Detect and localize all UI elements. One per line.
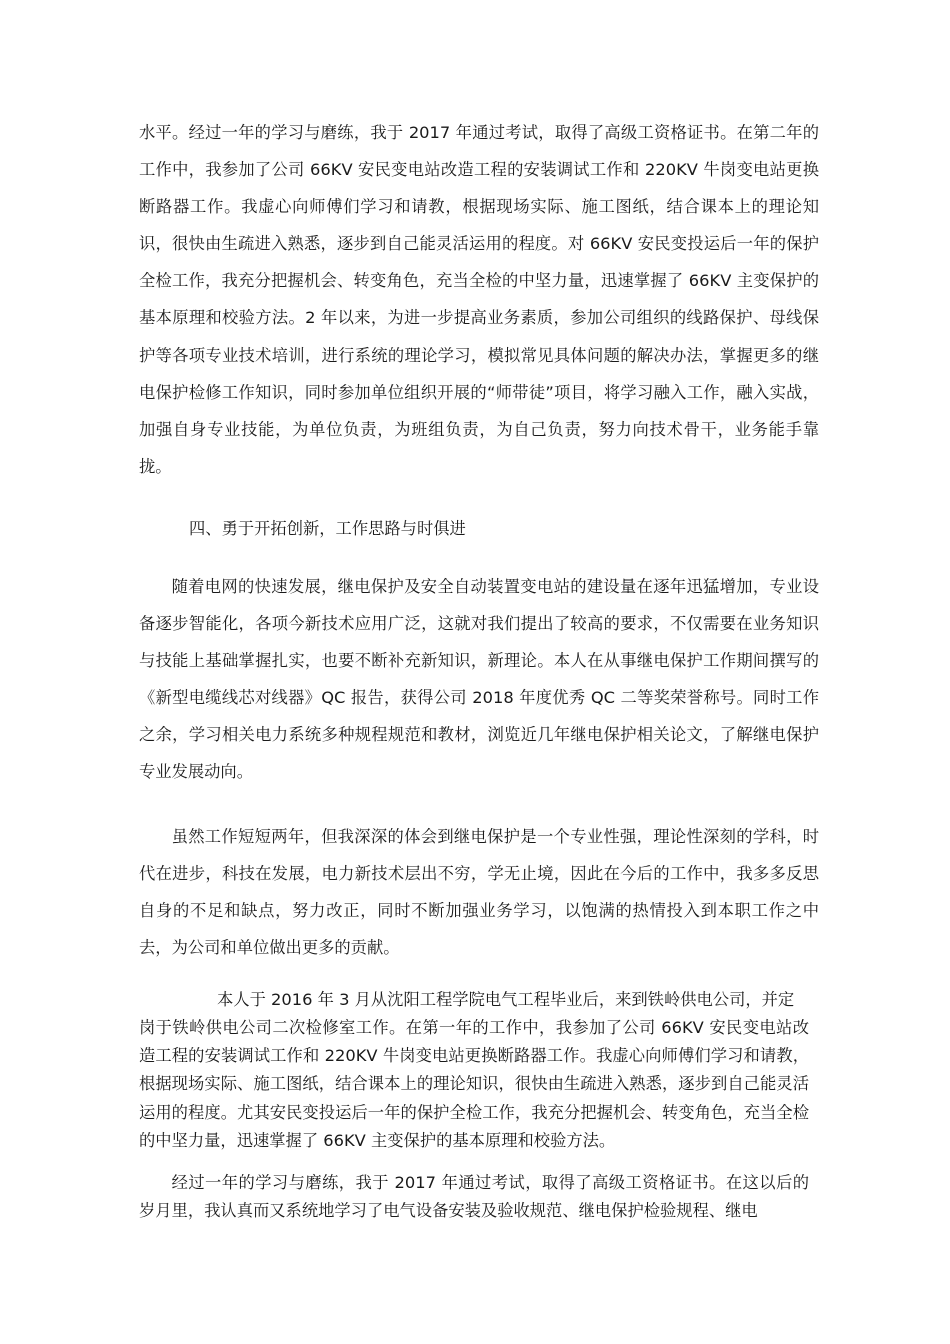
section-heading-4: 四、勇于开拓创新，工作思路与时俱进: [189, 519, 466, 538]
paragraph-innovation: 随着电网的快速发展，继电保护及安全自动装置变电站的建设量在逐年迅猛增加，专业设备逐步智能化，各项今新技术应用广泛，这就对我们提出了较高的要求，不仅需要在业务知识与技能上基础掌握扎实，也要不断补充新知识，新理论。本人在从事继电保护工作期间撰写的《新型电缆线芯对线器》QC 报告，获得公司 2018 年度优秀 QC 二等奖荣誉称号。同时工作之余，学习相关电力系统多种规程规范和教材，浏览近几年继电保护相关论文，了解继电保护专业发展动向。: [139, 577, 819, 782]
paragraph-certificate: 经过一年的学习与磨练，我于 2017 年通过考试，取得了高级工资格证书。在这以后的岁月里，我认真而又系统地学习了电气设备安装及验收规范、继电保护检验规程、继电: [139, 1173, 809, 1221]
paragraph-intro-body: 岗于铁岭供电公司二次检修室工作。在第一年的工作中，我参加了公司 66KV 安民变电站改造工程的安装调试工作和 220KV 牛岗变电站更换断路器工作。我虚心向师傅们学习和请教，根据现场实际、施工图纸，结合课本上的理论知识，很快由生疏进入熟悉，逐步到自己能灵活运用的程度。尤其安民变投运后一年的保护全检工作，我充分把握机会、转变角色，充当全检的中坚力量，迅速掌握了 66KV 主变保护的基本原理和校验方法。: [139, 1018, 809, 1150]
paragraph-conclusion: 虽然工作短短两年，但我深深的体会到继电保护是一个专业性强，理论性深刻的学科，时代在进步，科技在发展，电力新技术层出不穷，学无止境，因此在今后的工作中，我多多反思自身的不足和缺点，努力改正，同时不断加强业务学习，以饱满的热情投入到本职工作之中去，为公司和单位做出更多的贡献。: [139, 827, 819, 958]
paragraph-intro-first-line: 本人于 2016 年 3 月从沈阳工程学院电气工程毕业后，来到铁岭供电公司，并定: [217, 990, 795, 1009]
paragraph-skills-growth: 水平。经过一年的学习与磨练，我于 2017 年通过考试，取得了高级工资格证书。在第二年的工作中，我参加了公司 66KV 安民变电站改造工程的安装调试工作和 220KV 牛岗变电站更换断路器工作。我虚心向师傅们学习和请教，根据现场实际、施工图纸，结合课本上的理论知识，很快由生疏进入熟悉，逐步到自己能灵活运用的程度。对 66KV 安民变投运后一年的保护全检工作，我充分把握机会、转变角色，充当全检的中坚力量，迅速掌握了 66KV 主变保护的基本原理和校验方法。2 年以来，为进一步提高业务素质，参加公司组织的线路保护、母线保护等各项专业技术培训，进行系统的理论学习，模拟常见具体问题的解决办法，掌握更多的继电保护检修工作知识，同时参加单位组织开展的“师带徒”项目，将学习融入工作，融入实战，加强自身专业技能，为单位负责，为班组负责，为自己负责，努力向技术骨干，业务能手靠拢。: [139, 123, 819, 476]
